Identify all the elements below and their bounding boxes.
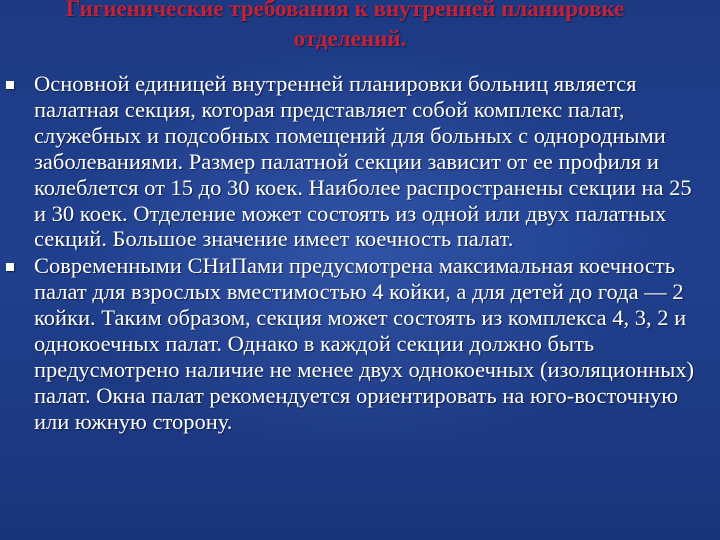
bullet-text: Современными СНиПами предусмотрена максимальная коечность палат для взрослых вместимостью 4 койки, а для детей до года — 2 койки. Таким образом, секция может состоять из комплекса 4, 3, 2 и однокоечных палат. Однако в каждой секции должно быть предусмотрено наличие не менее двух однокоечных (изоляционных) палат. Окна палат рекомендуется ориентировать на юго-восточную или южную сторону. (34, 253, 695, 434)
bullet-text: Основной единицей внутренней планировки больниц является палатная секция, которая представляет собой комплекс палат, служебных и подсобных помещений для больных с однородными заболеваниями. Размер палатной секции зависит от ее профиля и колеблется от 15 до 30 коек. Наиболее распространены секции на 25 и 30 коек. Отделение может состоять из одной или двух палатных секций. Большое значение имеет коечность палат. (34, 71, 692, 252)
square-bullet-icon (6, 81, 14, 89)
slide-title (0, 0, 720, 54)
square-bullet-icon (6, 263, 14, 271)
slide-title-line-1: Гигиенические требования к внутренней планировке (65, 0, 625, 21)
slide-title-line-2: отделений. (293, 26, 407, 51)
bullet-item (0, 71, 720, 252)
bullet-list (0, 71, 720, 435)
bullet-item (0, 253, 720, 434)
